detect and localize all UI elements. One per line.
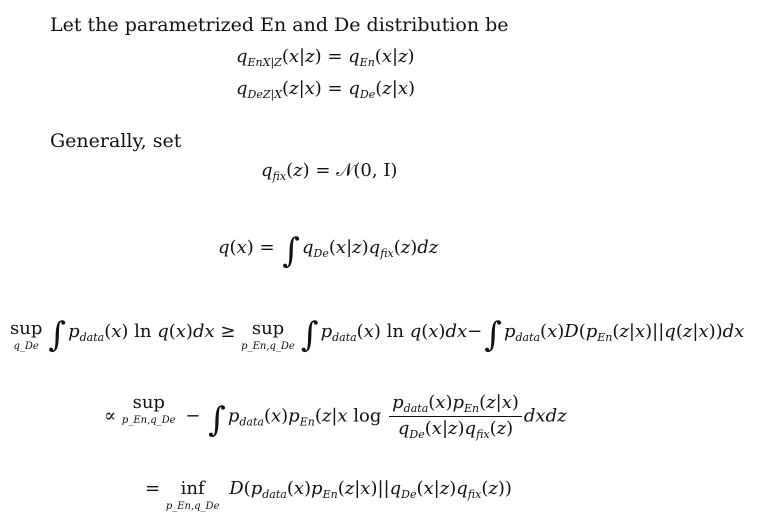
- intro-text: Let the parametrized En and De distribution be: [50, 14, 509, 36]
- inf-equation: = inf p_En,q_De $D(p_{data}(x)p_{En}(z|x)||q_{De}(x|z)q_{fix}(z))$: [145, 478, 512, 512]
- proportional-equation: ∝ sup p_En,q_De − ∫ $p_{data}(x)p_{En}(z|x$ log $\frac{p_{data}(x)p_{En}(z|x)}{q_{De}(x|z)q_{fix}(z)}$ dxdz: [104, 392, 567, 441]
- sup-inequality: sup q_De ∫ $p_{data}(x)$ ln q(x)dx ≥ sup p_En,q_De ∫ $p_{data}(x)$ ln q(x)dx−∫ $p_{data}(x)D(p_{En}(z|x)||q(z|x))dx$: [10, 315, 745, 355]
- fix-prior-equation: $q_{fix}(z)$ = 𝒩(0, I): [261, 160, 398, 183]
- encoder-equation: $q_{EnX|Z}(x|z) = q_{En}(x|z)$: [236, 46, 415, 69]
- marginal-equation: q(x) = ∫ $q_{De}(x|z)q_{fix}(z)dz$: [218, 231, 439, 271]
- decoder-equation: $q_{DeZ|X}(z|x) = q_{De}(z|x)$: [236, 78, 416, 101]
- generally-text: Generally, set: [50, 130, 182, 152]
